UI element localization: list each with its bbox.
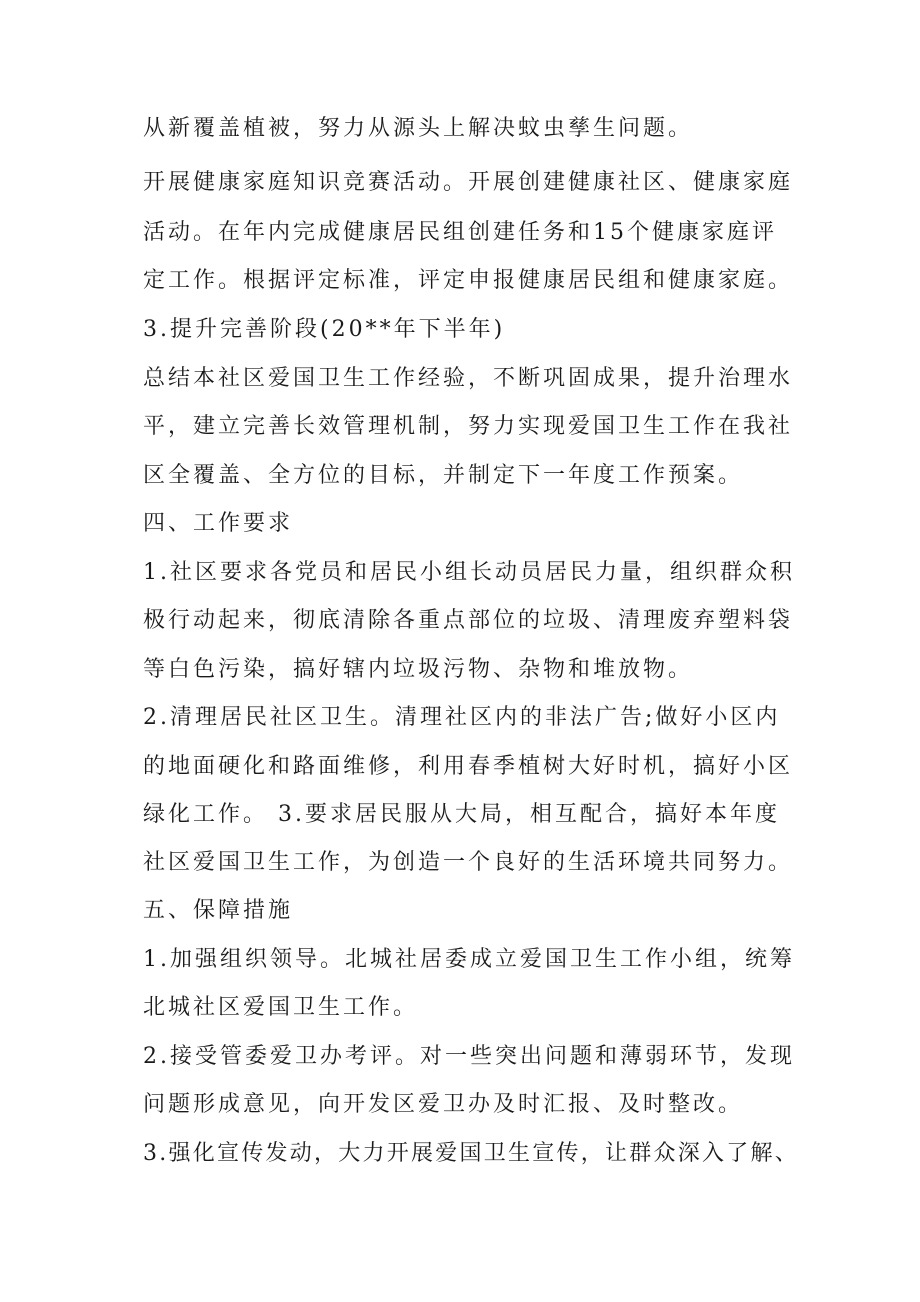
section-heading-stage-3: 3.提升完善阶段(20**年下半年) (143, 317, 506, 342)
text-line-15: 绿化工作。 3.要求居民服从大局，相互配合，搞好本年度 (143, 802, 780, 827)
text-line-1: 从新覆盖植被，努力从源头上解决蚊虫孳生问题。 (143, 116, 694, 141)
text-line-13: 2.清理居民社区卫生。清理社区内的非法广告;做好小区内 (143, 705, 781, 730)
text-line-3: 活动。在年内完成健康居民组创建任务和15个健康家庭评 (143, 220, 777, 245)
text-line-16: 社区爱国卫生工作，为创造一个良好的生活环境共同努力。 (143, 850, 794, 875)
text-line-18: 1.加强组织领导。北城社居委成立爱国卫生工作小组，统筹 (143, 947, 795, 972)
section-heading-work-requirements: 四、工作要求 (143, 511, 294, 536)
text-line-2: 开展健康家庭知识竞赛活动。开展创建健康社区、健康家庭 (143, 170, 794, 195)
text-line-8: 区全覆盖、全方位的目标，并制定下一年度工作预案。 (143, 463, 744, 488)
text-line-22: 3.强化宣传发动，大力开展爱国卫生宣传，让群众深入了解、 (143, 1141, 799, 1166)
text-line-21: 问题形成意见，向开发区爱卫办及时汇报、及时整改。 (143, 1092, 744, 1117)
text-line-19: 北城社区爱国卫生工作。 (143, 995, 419, 1020)
section-heading-safeguards: 五、保障措施 (143, 898, 294, 923)
text-line-12: 等白色污染，搞好辖内垃圾污物、杂物和堆放物。 (143, 657, 694, 682)
text-line-11: 极行动起来，彻底清除各重点部位的垃圾、清理废弃塑料袋 (143, 608, 794, 633)
text-line-14: 的地面硬化和路面维修，利用春季植树大好时机，搞好小区 (143, 754, 794, 779)
text-line-6: 总结本社区爱国卫生工作经验，不断巩固成果，提升治理水 (143, 366, 794, 391)
text-line-10: 1.社区要求各党员和居民小组长动员居民力量，组织群众积 (143, 560, 795, 585)
text-line-20: 2.接受管委爱卫办考评。对一些突出问题和薄弱环节，发现 (143, 1044, 795, 1069)
text-line-4: 定工作。根据评定标准，评定申报健康居民组和健康家庭。 (143, 268, 794, 293)
text-line-7: 平，建立完善长效管理机制，努力实现爱国卫生工作在我社 (143, 414, 794, 439)
